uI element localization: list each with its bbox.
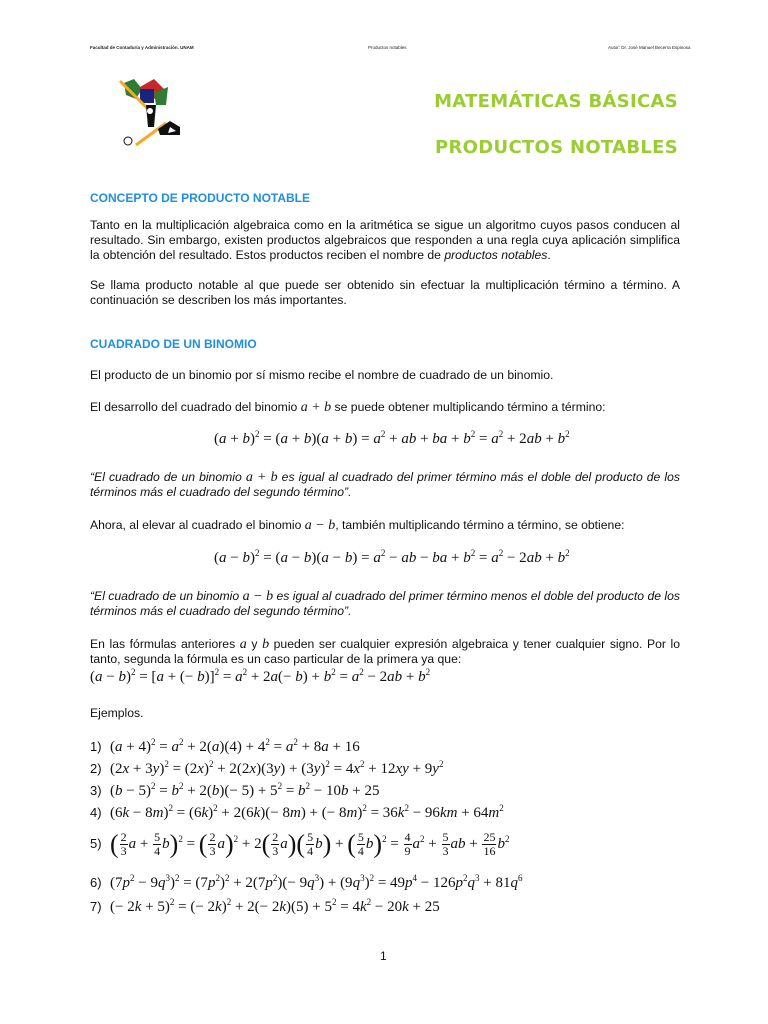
- examples-label: Ejemplos.: [90, 706, 144, 720]
- section-heading-concept: CONCEPTO DE PRODUCTO NOTABLE: [90, 191, 311, 205]
- document-title-topic: PRODUCTOS NOTABLES: [435, 137, 678, 158]
- rule-square-of-difference: “El cuadrado de un binomio a − b es igual al cuadrado del primer término menos el doble del producto de los términos más el cuadrado del segundo término”.: [90, 589, 680, 619]
- example-7: 7) (− 2k + 5)$^2$ = (− $2k)^2 + 2(- 2k)(5) + 5^2 = 4k^2 - 20k + 25$: [90, 897, 440, 915]
- example-6: 6) $(7p^2 - 9q^3)^2 = (7p^2)^2 + 2(7p^2)(- 9q^3) + (9q^3)^2 = 49p^4 - 126p^2q^3 + 81q^6$: [90, 873, 523, 891]
- formula-square-of-difference: $(a - b)^2 = (a - b)(a - b) = a^2$ − ab − ba + $b^2 = a^2 - 2ab + b^2$: [214, 548, 570, 566]
- paragraph-concept-intro: Tanto en la multiplicación algebraica como en la aritmética se sigue un algoritmo cuyos pasos conducen al resultado. Sin embargo, existen productos algebraicos que responden a una regla cuya aplicación simplifica la obtención del resultado. Estos productos reciben el nombre de productos notables.: [90, 218, 680, 263]
- header-author: Autor: Dr. José Manuel Becerra Espinosa: [608, 45, 691, 50]
- paragraph-binomial-development: El desarrollo del cuadrado del binomio a + b se puede obtener multiplicando término a término:: [90, 400, 606, 415]
- rule-square-of-sum: “El cuadrado de un binomio a + b es igual al cuadrado del primer término más el doble del producto de los términos más el cuadrado del segundo término”.: [90, 470, 680, 500]
- paragraph-formulas-note: En las fórmulas anteriores a y b pueden ser cualquier expresión algebraica y tener cualquier signo. Por lo tanto, segunda la fórmula es un caso particular de la primera ya que:: [90, 637, 680, 667]
- paragraph-square-of-difference: Ahora, al elevar al cuadrado el binomio a − b, también multiplicando término a término, se obtiene:: [90, 518, 625, 533]
- example-5: 5) ( $\frac{2}{3}$ a + $\frac{5}{4}$ b)$^2$ = ( $\frac{2}{3}$ a)$^2$ + 2( $\frac{2}{3}$ a)( $\frac{5}{4}$ b) + ( $\frac{5}{4}$ b)$^2$ = $\frac{4}{9}$ $a^2$ + $\frac{5}{3}$ ab + $\frac{25}{16}$ $b^2$: [90, 829, 510, 859]
- paragraph-concept-definition: Se llama producto notable al que puede ser obtenido sin efectuar la multiplicación término a término. A continuación se describen los más importantes.: [90, 278, 680, 308]
- section-heading-binomial-square: CUADRADO DE UN BINOMIO: [90, 337, 257, 351]
- example-4: 4) $(6k - 8m)^2 = (6k)^2 + 2(6k)(- 8m)$ + (− $8m)^2 = 36k^2 - 96km + 64m^2$: [90, 803, 504, 821]
- example-3: 3) $(b - 5)^2 = b^2 + 2(b)(- 5) + 5^2 = b^2 - 10b + 25$: [90, 781, 380, 799]
- formula-difference-as-sum: $(a - b)^2 = [a$ + (− $b)]^2 = a^2 + 2a(- b) + b^2 = a^2 - 2ab + b^2$: [90, 667, 431, 685]
- document-title-subject: MATEMÁTICAS BÁSICAS: [434, 91, 678, 112]
- formula-square-of-sum: $(a + b)^2 = (a + b)(a + b) = a^2$ + ab + ba + $b^2 = a^2 + 2ab + b^2$: [214, 429, 570, 447]
- example-1: 1) $(a + 4)^2 = a^2 + 2(a)(4) + 4^2 = a^2 + 8a + 16$: [90, 737, 360, 755]
- header-institution: Facultad de Contaduría y Administración. UNAM: [90, 45, 194, 50]
- header-topic: Productos notables: [368, 45, 407, 50]
- unam-fca-logo: [110, 75, 190, 155]
- example-2: 2) $(2x + 3y)^2 = (2x)^2 + 2(2x)(3y) + (3y)^2 = 4x^2 + 12xy + 9y^2$: [90, 759, 444, 777]
- paragraph-binomial-definition: El producto de un binomio por sí mismo recibe el nombre de cuadrado de un binomio.: [90, 368, 554, 382]
- page-number: 1: [380, 949, 387, 963]
